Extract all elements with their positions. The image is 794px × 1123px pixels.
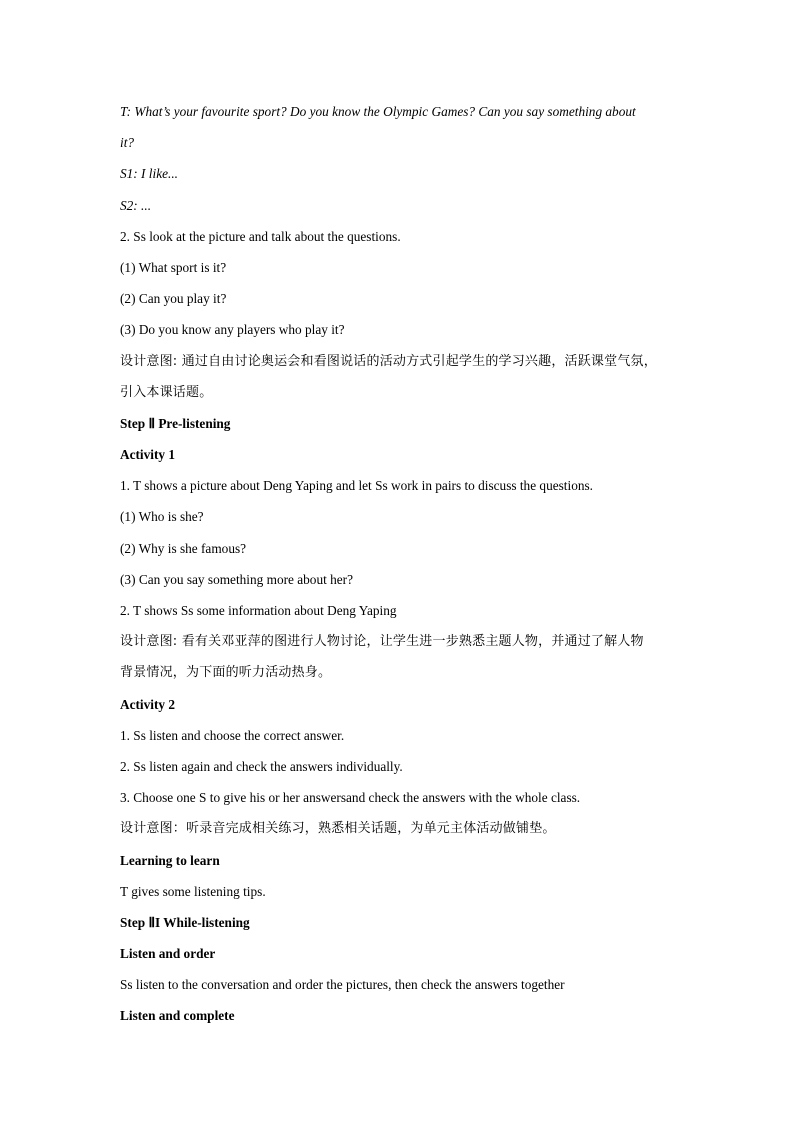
activity2-item-1: 1. Ss listen and choose the correct answer. (120, 727, 345, 743)
activity1-question-1: (1) Who is she? (120, 509, 204, 525)
student1-response: S1: I like... (120, 166, 178, 182)
activity2-heading: Activity 2 (120, 696, 176, 712)
question-2: (2) Can you play it? (120, 291, 227, 307)
teacher-question: T: What’s your favourite sport? Do you know the Olympic Games? Can you say something about (120, 104, 636, 119)
design-intent-1: 设计意图: 通过自由讨论奥运会和看图说话的活动方式引起学生的学习兴趣，活跃课堂气氛， (120, 353, 657, 369)
design-intent-2-continued: 背景情况，为下面的听力活动热身。 (120, 665, 332, 681)
teacher-question-continued: it? (120, 135, 135, 151)
step2-heading: Step Ⅱ Pre-listening (120, 415, 231, 431)
activity1-heading: Activity 1 (120, 447, 176, 463)
design-intent-2: 设计意图: 看有关邓亚萍的图进行人物讨论，让学生进一步熟悉主题人物，并通过了解人物 (120, 634, 644, 650)
activity1-question-2: (2) Why is she famous? (120, 540, 247, 556)
student2-response: S2: ... (120, 197, 152, 213)
learning-to-learn-heading: Learning to learn (120, 852, 220, 868)
design-intent-1-continued: 引入本课话题。 (120, 384, 213, 400)
listening-tips: T gives some listening tips. (120, 883, 266, 899)
question-3: (3) Do you know any players who play it? (120, 322, 345, 338)
design-intent-3: 设计意图：听录音完成相关练习，熟悉相关话题，为单元主体活动做铺垫。 (120, 821, 556, 837)
activity1-item-2: 2. T shows Ss some information about Deng Yaping (120, 603, 397, 618)
activity2-item-2: 2. Ss listen again and check the answers individually. (120, 758, 403, 774)
listen-and-order-heading: Listen and order (120, 946, 216, 962)
activity1-question-3: (3) Can you say something more about her? (120, 571, 354, 587)
activity1-item-1: 1. T shows a picture about Deng Yaping and let Ss work in pairs to discuss the questions. (120, 478, 593, 494)
step1-instruction-2: 2. Ss look at the picture and talk about the questions. (120, 228, 401, 244)
listen-and-order-text: Ss listen to the conversation and order the pictures, then check the answers together (120, 977, 565, 993)
lesson-plan-page (120, 98, 680, 1034)
activity2-item-3: 3. Choose one S to give his or her answersand check the answers with the whole class. (120, 790, 581, 806)
step3-heading: Step ⅡI While-listening (120, 914, 250, 930)
listen-and-complete-heading: Listen and complete (120, 1008, 235, 1024)
question-1: (1) What sport is it? (120, 259, 227, 275)
